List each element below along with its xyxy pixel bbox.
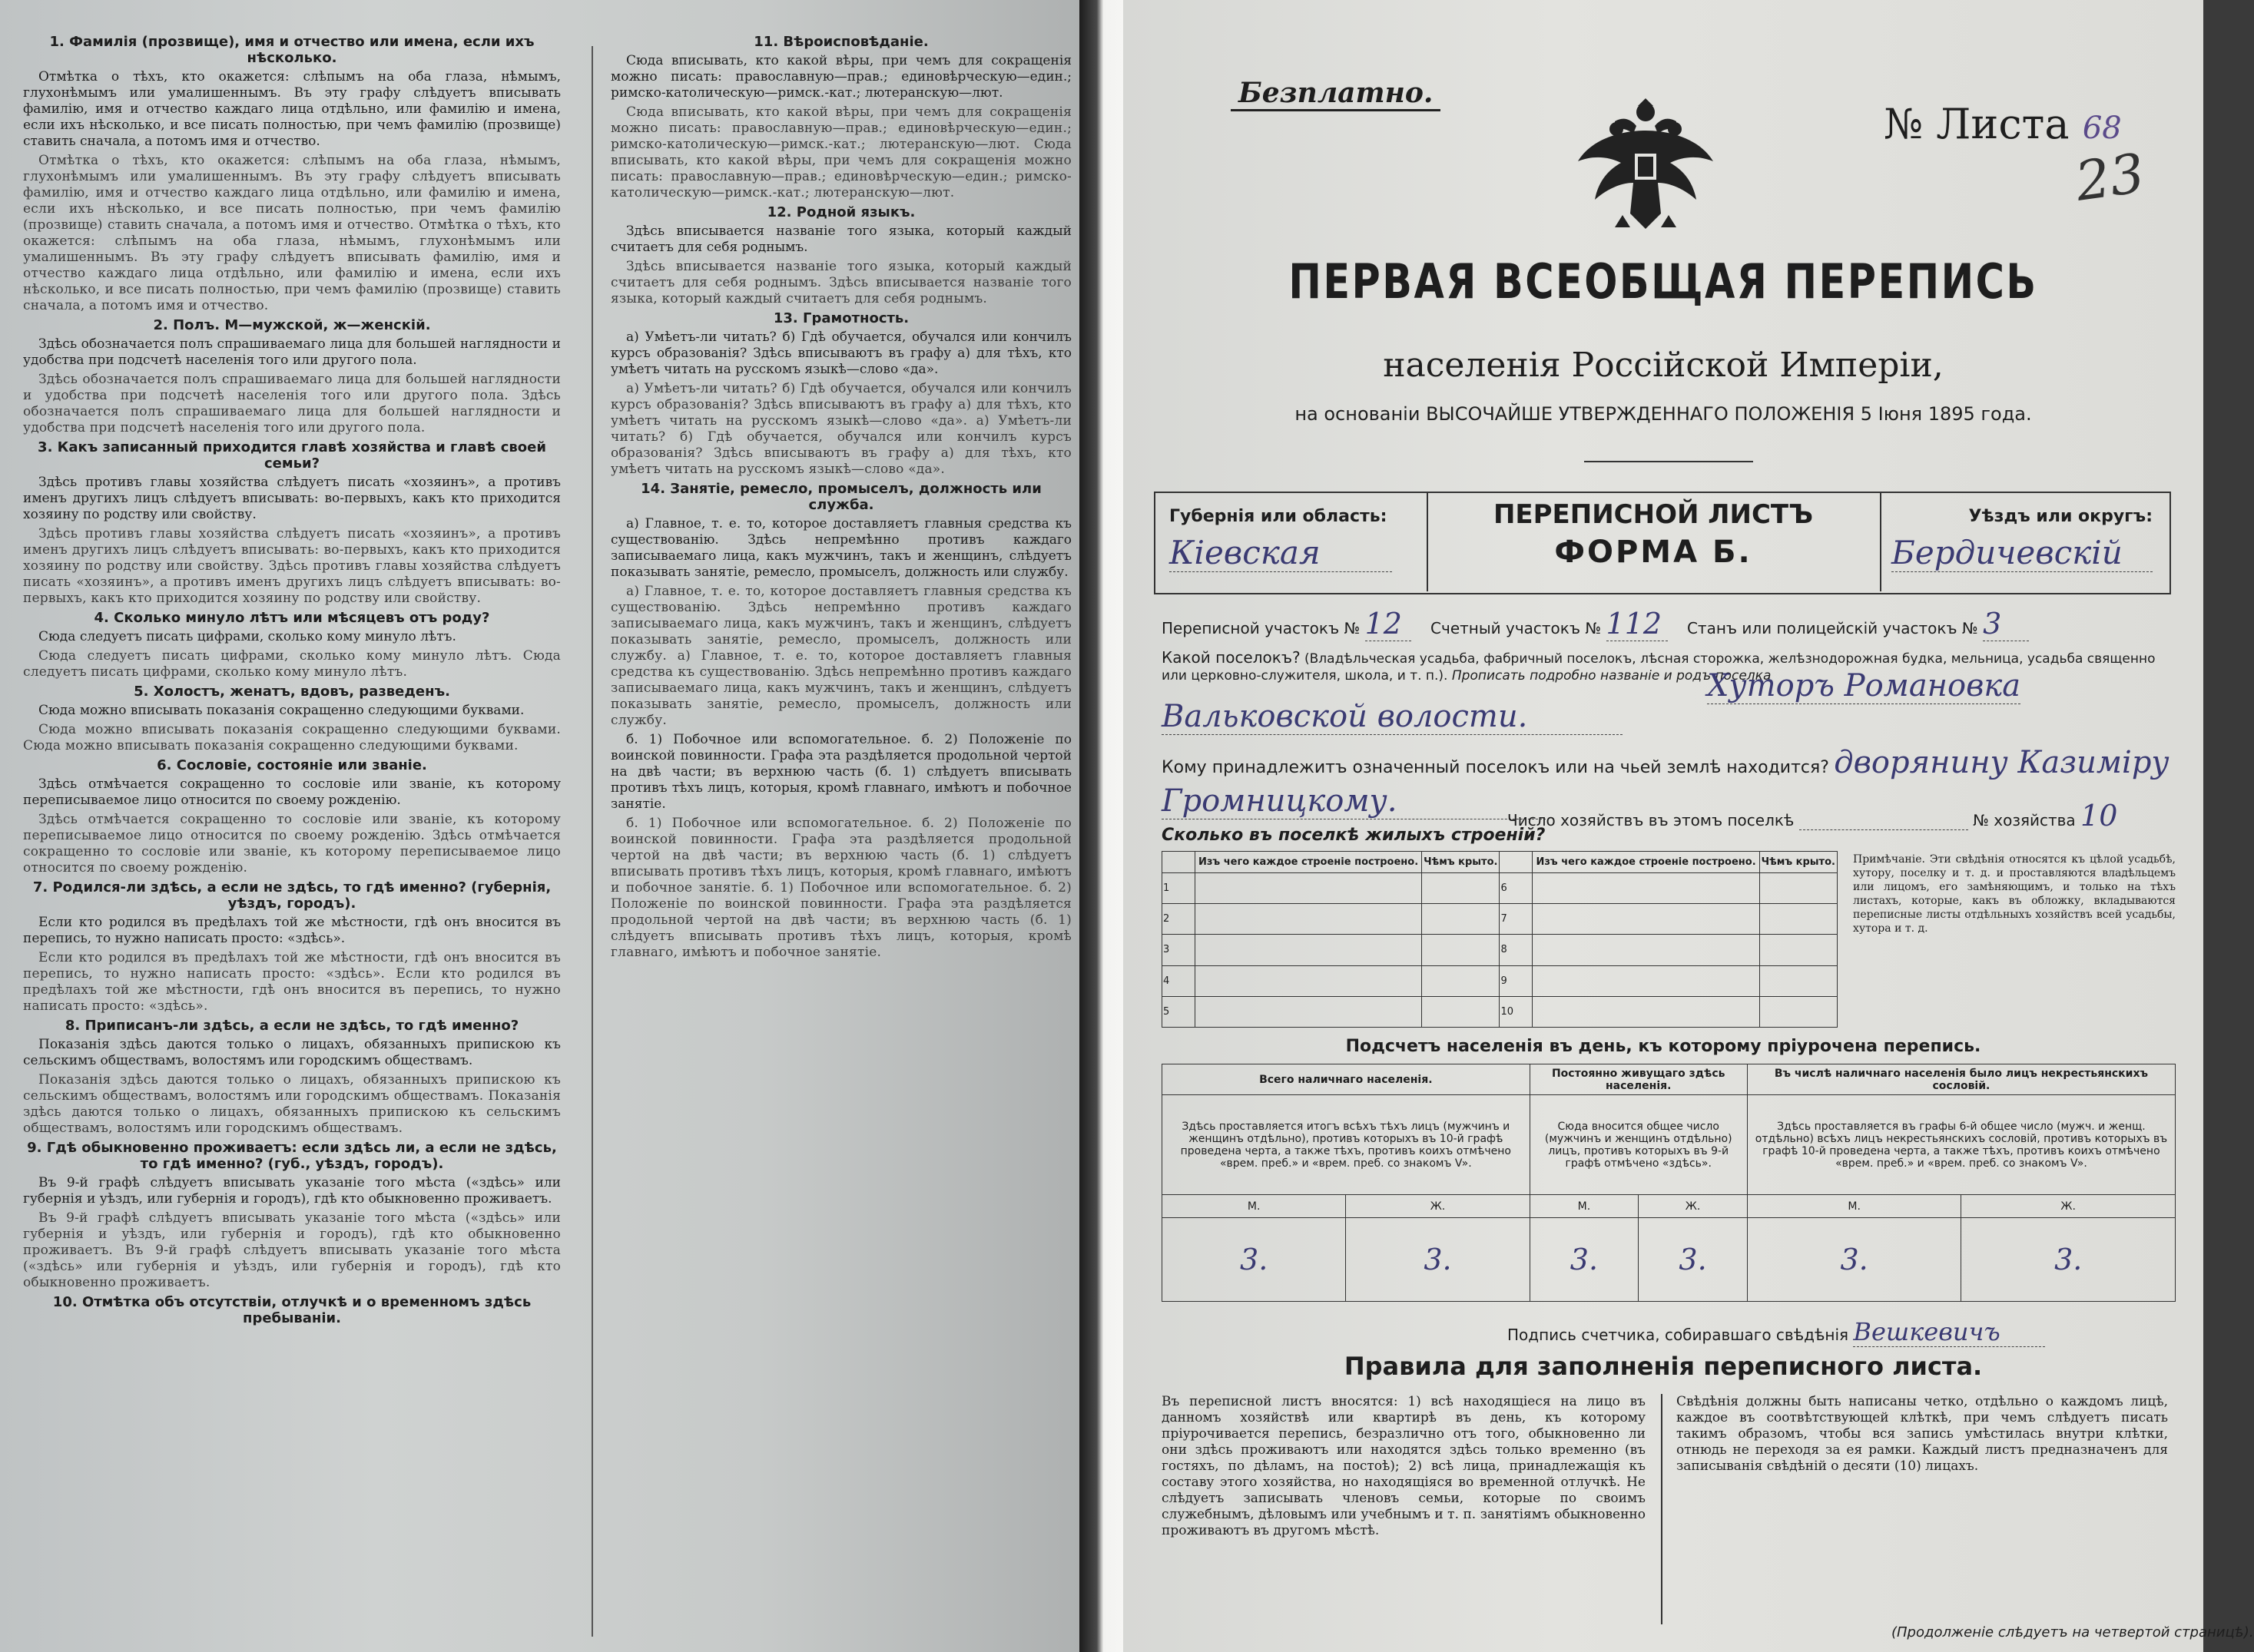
- settlement-line: [1162, 649, 2176, 684]
- volost-line: [1162, 699, 1623, 735]
- instructions-column-2: [611, 31, 1072, 964]
- page-title: ПЕРВАЯ ВСЕОБЩАЯ ПЕРЕПИСЬ: [1288, 253, 2038, 310]
- instruction-heading: 3. Какъ записанный приходится главѣ хозяйства и главѣ своей семьи?: [38, 439, 546, 472]
- sheet-number-value: 68: [2082, 111, 2122, 146]
- table-row: [1162, 935, 1838, 965]
- signature-line: [1507, 1317, 2045, 1347]
- continued-note: (Продолженіе слѣдуетъ на четвертой страницѣ).: [1891, 1624, 2254, 1640]
- instruction-paragraph: а) Умѣетъ-ли читать? б) Гдѣ обучается, обучался или кончилъ курсъ образованія? Здѣсь вписываютъ въ графу а) для тѣхъ, кто умѣетъ читать на русскомъ языкѣ—слово «да».: [611, 329, 1072, 377]
- buildings-label: Сколько въ поселкѣ жилыхъ строеній?: [1162, 826, 1546, 845]
- owner-line: [1162, 745, 2169, 780]
- households-line: [1507, 799, 2117, 833]
- header-divider: [1427, 492, 1428, 591]
- instruction-paragraph: Здѣсь вписывается названіе того языка, который каждый считаетъ для себя роднымъ. Здѣсь вписывается названіе того языка, который каждый считаетъ для себя роднымъ.: [611, 259, 1072, 306]
- row-number: 1: [1162, 873, 1195, 904]
- instruction-paragraph: а) Умѣетъ-ли читать? б) Гдѣ обучается, обучался или кончилъ курсъ образованія? Здѣсь вписываютъ въ графу а) для тѣхъ, кто умѣетъ читать на русскомъ языкѣ—слово «да». а) Умѣетъ-ли читать? б) Гдѣ обучается, обучался или кончилъ курсъ образованія? Здѣсь вписываютъ въ графу а) для тѣхъ, кто умѣетъ читать на русскомъ языкѣ—слово «да».: [611, 381, 1072, 477]
- province-block: [1169, 507, 1392, 572]
- settlement-label: Какой поселокъ?: [1162, 648, 1301, 667]
- households-label: Число хозяйствъ въ этомъ поселкѣ: [1507, 811, 1795, 829]
- count-col-non-peasant: Въ числѣ наличнаго населенія было лицъ некрестьянскихъ сословій.: [1747, 1064, 2175, 1095]
- page-gutter: [1079, 0, 1123, 1652]
- settlement-value: Хуторъ Романовка: [1707, 668, 2021, 704]
- instructions-column-1: [23, 31, 561, 1329]
- rules-column-left: Въ переписной листъ вносятся: 1) всѣ находящіеся на лицо въ данномъ хозяйствѣ или квартирѣ въ день, къ которому пріурочивается перепись, безразлично отъ того, обыкновенно ли они здѣсь проживаютъ или находятся здѣсь только временно (въ гостяхъ, по дѣламъ, на постоѣ); 2) всѣ лица, принадлежащія къ составу этого хозяйства, но находящіяся во временной отлучкѣ. Не слѣдуетъ записывать членовъ семьи, которые по своимъ служебнымъ, дѣловымъ или учебнымъ и т. п. занятіямъ обыкновенно проживаютъ въ другомъ мѣстѣ.: [1162, 1394, 1646, 1538]
- census-form-page: [1123, 0, 2254, 1652]
- instruction-paragraph: Здѣсь противъ главы хозяйства слѣдуетъ писать «хозяинъ», а противъ именъ другихъ лицъ слѣдуетъ вписывать: во-первыхъ, какъ кто приходится хозяину по родству или свойству.: [23, 475, 561, 522]
- free-label: Безплатно.: [1231, 77, 1440, 111]
- instruction-paragraph: Здѣсь противъ главы хозяйства слѣдуетъ писать «хозяинъ», а противъ именъ другихъ лицъ слѣдуетъ вписывать: во-первыхъ, какъ кто приходится хозяину по родству или свойству. Здѣсь противъ главы хозяйства слѣдуетъ писать «хозяинъ», а противъ именъ другихъ лицъ слѣдуетъ вписывать: во-первыхъ, какъ кто приходится хозяину по родству или свойству.: [23, 526, 561, 606]
- table-row: [1162, 873, 1838, 904]
- form-title-block: [1430, 499, 1876, 570]
- double-headed-eagle-emblem: [1569, 84, 1722, 238]
- police-value: 3: [1983, 607, 2029, 641]
- instruction-heading: 6. Сословіе, состояніе или званіе.: [157, 757, 427, 773]
- rules-divider: [1661, 1394, 1662, 1624]
- count-desc-permanent: Сюда вносится общее число (мужчинъ и женщинъ отдѣльно) лицъ, противъ которыхъ въ 9-й графѣ отмѣчено «здѣсь».: [1530, 1095, 1747, 1195]
- household-number-value: 10: [2080, 799, 2118, 833]
- instruction-paragraph: Сюда следуетъ писать цифрами, сколько кому минуло лѣтъ.: [38, 629, 456, 644]
- settlement-hint: (Владѣльческая усадьба, фабричный поселокъ, лѣсная сторожка, желѣзнодорожная будка, мельница, усадьба священно или церковно-служителя, школа, и т. п.).: [1162, 651, 2156, 684]
- instruction-heading: 5. Холостъ, женатъ, вдовъ, разведенъ.: [134, 684, 450, 700]
- buildings-col-material: Изъ чего каждое строеніе построено.: [1195, 852, 1422, 873]
- instruction-paragraph: Въ 9-й графѣ слѣдуетъ вписывать указаніе того мѣста («здѣсь» или губернія и уѣздъ, или губернія и городъ), гдѣ кто обыкновенно проживаетъ.: [23, 1175, 561, 1207]
- count-value: 3.: [1530, 1218, 1639, 1302]
- census-section-value: 12: [1365, 607, 1411, 641]
- household-number-label: № хозяйства: [1973, 811, 2076, 829]
- count-col-permanent: Постоянно живущаго здѣсь населенія.: [1530, 1064, 1747, 1095]
- count-heading: Подсчетъ населенія въ день, къ которому пріурочена перепись.: [1345, 1037, 1981, 1056]
- buildings-table-header: [1162, 852, 1838, 873]
- male-label: М.: [1162, 1195, 1346, 1218]
- female-label: Ж.: [1346, 1195, 1530, 1218]
- instruction-heading: 1. Фамилія (прозвище), имя и отчество или имена, если ихъ нѣсколько.: [49, 34, 535, 66]
- count-value: 3.: [1961, 1218, 2176, 1302]
- instruction-paragraph: Если кто родился въ предѣлахъ той же мѣстности, гдѣ онъ вносится въ перепись, то нужно написать просто: «здѣсь». Если кто родился въ предѣлахъ той же мѣстности, гдѣ онъ вносится въ перепись, то нужно написать просто: «здѣсь».: [23, 950, 561, 1014]
- row-number: 3: [1162, 935, 1195, 965]
- instruction-heading: 10. Отмѣтка объ отсутствіи, отлучкѣ и о временномъ здѣсь пребываніи.: [52, 1294, 532, 1326]
- divider: [1584, 461, 1753, 462]
- male-label: М.: [1530, 1195, 1639, 1218]
- count-section-label: Счетный участокъ №: [1430, 619, 1602, 637]
- counter-signature: Вешкевичъ: [1853, 1317, 2045, 1347]
- province-label: Губернія или область:: [1169, 507, 1387, 526]
- instruction-heading: 8. Приписанъ-ли здѣсь, а если не здѣсь, то гдѣ именно?: [65, 1018, 519, 1034]
- buildings-table: [1162, 851, 1838, 1028]
- male-label: М.: [1747, 1195, 1961, 1218]
- instruction-paragraph: Сюда можно вписывать показанія сокращенно следующими буквами.: [38, 703, 525, 718]
- row-number: 5: [1162, 996, 1195, 1027]
- sections-line: [1162, 607, 2029, 641]
- district-label: Уѣздъ или округъ:: [1968, 507, 2153, 526]
- owner-value-1: дворянину Казиміру: [1834, 745, 2169, 780]
- count-desc-total: Здѣсь проставляется итогъ всѣхъ тѣхъ лицъ (мужчинъ и женщинъ отдѣльно), противъ которыхъ въ 10-й графѣ проведена черта, а также тѣхъ, противъ коихъ отмѣчено «врем. преб.» и «врем. преб. со знакомъ V».: [1162, 1095, 1530, 1195]
- instruction-paragraph: б. 1) Побочное или вспомогательное. б. 2) Положеніе по воинской повинности. Графа эта раздѣляется продольной чертой на двѣ части; въ верхнюю часть (б. 1) слѣдуетъ вписывать противъ тѣхъ лицъ, которыя, кромѣ главнаго, имѣютъ и побочное занятіе. б. 1) Побочное или вспомогательное. б. 2) Положеніе по воинской повинности. Графа эта раздѣляется продольной чертой на двѣ части; въ верхнюю часть (б. 1) слѣдуетъ вписывать противъ тѣхъ лицъ, которыя, кромѣ главнаго, имѣютъ и побочное занятіе.: [611, 816, 1072, 960]
- instruction-paragraph: Сюда следуетъ писать цифрами, сколько кому минуло лѣтъ. Сюда следуетъ писать цифрами, сколько кому минуло лѣтъ.: [23, 648, 561, 680]
- rules-title: Правила для заполненія переписного листа.: [1344, 1352, 1983, 1381]
- settlement-value-line: [1707, 668, 2020, 704]
- instruction-paragraph: Въ 9-й графѣ слѣдуетъ вписывать указаніе того мѣста («здѣсь» или губернія и уѣздъ, или губернія и городъ), гдѣ кто обыкновенно проживаетъ. Въ 9-й графѣ слѣдуетъ вписывать указаніе того мѣста («здѣсь» или губернія и уѣздъ, или губернія и городъ), гдѣ кто обыкновенно проживаетъ.: [23, 1210, 561, 1290]
- instruction-heading: 4. Сколько минуло лѣтъ или мѣсяцевъ отъ роду?: [94, 610, 490, 626]
- column-divider: [592, 46, 593, 1637]
- population-count-table: [1162, 1064, 2176, 1302]
- settlement-hint-2: Прописать подробно названіе и родъ поселка: [1451, 668, 1772, 684]
- row-number: 4: [1162, 965, 1195, 996]
- rules-column-right: Свѣдѣнія должны быть написаны четко, отдѣльно о каждомъ лицѣ, каждое въ соотвѣтствующей клѣткѣ, при чемъ слѣдуетъ писать такимъ образомъ, чтобы вся запись умѣстилась внутри клѣтки, отнюдь не переходя за ея рамки. Каждый листъ предназначенъ для записыванія свѣдѣній о десяти (10) лицахъ.: [1676, 1394, 2168, 1474]
- count-value: 3.: [1162, 1218, 1346, 1302]
- legal-basis-line: на основаніи ВЫСОЧАЙШЕ УТВЕРЖДЕННАГО ПОЛОЖЕНІЯ 5 Іюня 1895 года.: [1294, 403, 2032, 425]
- instruction-paragraph: Сюда вписывать, кто какой вѣры, при чемъ для сокращенія можно писать: православную—прав.; единовѣрческую—един.; римско-католическую—римск.-кат.; лютеранскую—лют.: [611, 53, 1072, 101]
- header-divider: [1880, 492, 1881, 591]
- police-label: Станъ или полицейскій участокъ №: [1686, 619, 1978, 637]
- instruction-heading: 13. Грамотность.: [773, 310, 910, 326]
- instruction-paragraph: а) Главное, т. е. то, которое доставляетъ главныя средства къ существованію. Здѣсь непремѣнно противъ каждаго записываемаго лица, какъ мужчинъ, такъ и женщинъ, слѣдуетъ показывать занятіе, ремесло, промыселъ, должность или службу. а) Главное, т. е. то, которое доставляетъ главныя средства къ существованію. Здѣсь непремѣнно противъ каждаго записываемаго лица, какъ мужчинъ, такъ и женщинъ, слѣдуетъ показывать занятіе, ремесло, промыселъ, должность или службу.: [611, 584, 1072, 728]
- row-number: 2: [1162, 904, 1195, 935]
- instruction-paragraph: Показанія здѣсь даются только о лицахъ, обязанныхъ припискою къ сельскимъ обществамъ, волостямъ или городскимъ обществамъ.: [23, 1037, 561, 1068]
- instruction-heading: 11. Вѣроисповѣданіе.: [754, 34, 929, 50]
- sheet-number-label: № Листа: [1884, 100, 2070, 148]
- instruction-paragraph: Отмѣтка о тѣхъ, кто окажется: слѣпымъ на оба глаза, нѣмымъ, глухонѣмымъ или умалишеннымъ. Въ эту графу слѣдуетъ вписывать фамилію, имя и отчество каждаго лица отдѣльно, или фамилію и имена, если ихъ нѣсколько, и все писать полностью, при чемъ фамилію (прозвище) ставить сначала, а потомъ имя и отчество. Отмѣтка о тѣхъ, кто окажется: слѣпымъ на оба глаза, нѣмымъ, глухонѣмымъ или умалишеннымъ. Въ эту графу слѣдуетъ вписывать фамилію, имя и отчество каждаго лица отдѣльно, или фамилію и имена, если ихъ нѣсколько, и все писать полностью, при чемъ фамилію (прозвище) ставить сначала, а потомъ имя и отчество.: [23, 153, 561, 313]
- count-value: 3.: [1639, 1218, 1748, 1302]
- district-block: [1891, 507, 2153, 572]
- instruction-paragraph: Если кто родился въ предѣлахъ той же мѣстности, гдѣ онъ вносится въ перепись, то нужно написать просто: «здѣсь».: [23, 915, 561, 946]
- volost-value: Вальковской волости.: [1162, 699, 1623, 735]
- owner-label: Кому принадлежитъ означенный поселокъ или на чьей землѣ находится?: [1162, 758, 1829, 777]
- instruction-heading: 12. Родной языкъ.: [767, 204, 916, 220]
- district-value: Бердичевскій: [1891, 534, 2153, 572]
- row-number: 8: [1500, 935, 1533, 965]
- census-section-label: Переписной участокъ №: [1162, 619, 1361, 637]
- instruction-paragraph: Отмѣтка о тѣхъ, кто окажется: слѣпымъ на оба глаза, нѣмымъ, глухонѣмымъ или умалишеннымъ. Въ эту графу слѣдуетъ вписывать фамилію, имя и отчество каждаго лица отдѣльно, или фамилію и имена, если ихъ нѣсколько, и все писать полностью, при чемъ фамилію (прозвище) ставить сначала, а потомъ имя и отчество.: [23, 69, 561, 149]
- table-row: [1162, 965, 1838, 996]
- row-number: 9: [1500, 965, 1533, 996]
- sex-label-row: [1162, 1195, 2176, 1218]
- handwritten-archive-number: 23: [2071, 141, 2149, 214]
- table-row: [1162, 996, 1838, 1027]
- buildings-col-material: Изъ чего каждое строеніе построено.: [1533, 852, 1759, 873]
- sheet-number: [1884, 100, 2122, 148]
- instruction-paragraph: Сюда можно вписывать показанія сокращенно следующими буквами. Сюда можно вписывать показанія сокращенно следующими буквами.: [23, 722, 561, 753]
- count-values-row: [1162, 1218, 2176, 1302]
- buildings-note: Примѣчаніе. Эти свѣдѣнія относятся къ цѣлой усадьбѣ, хутору, поселку и т. д. и проставляются владѣльцемъ или лицомъ, его замѣняющимъ, и только на тѣхъ листахъ, которые, какъ въ обложку, вкладываются переписные листы отдѣльныхъ хозяйствъ всей усадьбы, хутора и т. д.: [1853, 853, 2176, 935]
- count-section-value: 112: [1606, 607, 1668, 641]
- count-value: 3.: [1346, 1218, 1530, 1302]
- count-desc-non-peasant: Здѣсь проставляется въ графы 6-й общее число (мужч. и женщ. отдѣльно) всѣхъ лицъ некрестьянскихъ сословій, противъ которыхъ въ графѣ 10-й проведена черта, а также тѣхъ, противъ коихъ отмѣчено «врем. преб.» и «врем. преб. со знакомъ V».: [1747, 1095, 2175, 1195]
- instruction-paragraph: Сюда вписывать, кто какой вѣры, при чемъ для сокращенія можно писать: православную—прав.; единовѣрческую—един.; римско-католическую—римск.-кат.; лютеранскую—лют. Сюда вписывать, кто какой вѣры, при чемъ для сокращенія можно писать: православную—прав.; единовѣрческую—един.; римско-католическую—римск.-кат.; лютеранскую—лют.: [611, 104, 1072, 200]
- province-value: Кіевская: [1169, 534, 1392, 572]
- instruction-paragraph: б. 1) Побочное или вспомогательное. б. 2) Положеніе по воинской повинности. Графа эта раздѣляется продольной чертой на двѣ части; въ верхнюю часть (б. 1) слѣдуетъ вписывать противъ тѣхъ лицъ, которыя, кромѣ главнаго, имѣютъ и побочное занятіе.: [611, 732, 1072, 812]
- instruction-heading: 9. Гдѣ обыкновенно проживаетъ: если здѣсь ли, а если не здѣсь, то гдѣ именно? (губ., уѣздъ, городъ).: [27, 1140, 557, 1172]
- page-subtitle: населенія Россійской Имперіи,: [1383, 346, 1944, 385]
- row-number: 7: [1500, 904, 1533, 935]
- instruction-heading: 2. Полъ. М—мужской, ж—женскій.: [153, 317, 431, 333]
- form-type: ФОРМА Б.: [1554, 535, 1752, 570]
- owner-line-2: [1162, 783, 1546, 819]
- instruction-paragraph: а) Главное, т. е. то, которое доставляетъ главныя средства къ существованію. Здѣсь непремѣнно противъ каждаго записываемаго лица, какъ мужчинъ, такъ и женщинъ, слѣдуетъ показывать занятіе, ремесло, промыселъ, должность или службу.: [611, 516, 1072, 580]
- instruction-paragraph: Показанія здѣсь даются только о лицахъ, обязанныхъ припискою къ сельскимъ обществамъ, волостямъ или городскимъ обществамъ. Показанія здѣсь даются только о лицахъ, обязанныхъ припискою къ сельскимъ обществамъ, волостямъ или городскимъ обществамъ.: [23, 1072, 561, 1136]
- instruction-heading: 7. Родился-ли здѣсь, а если не здѣсь, то гдѣ именно? (губернія, уѣздъ, городъ).: [32, 879, 552, 912]
- instruction-paragraph: Здѣсь отмѣчается сокращенно то сословіе или званіе, къ которому переписываемое лицо относится по своему рожденію. Здѣсь отмѣчается сокращенно то сословіе или званіе, къ которому переписываемое лицо относится по своему рожденію.: [23, 812, 561, 876]
- instruction-paragraph: Здѣсь обозначается полъ спрашиваемаго лица для большей наглядности и удобства при подсчетѣ населенія того или другого пола. Здѣсь обозначается полъ спрашиваемаго лица для большей наглядности и удобства при подсчетѣ населенія того или другого пола.: [23, 372, 561, 435]
- instruction-paragraph: Здѣсь отмѣчается сокращенно то сословіе или званіе, къ которому переписываемое лицо относится по своему рожденію.: [23, 776, 561, 808]
- female-label: Ж.: [1961, 1195, 2176, 1218]
- signature-label: Подпись счетчика, собиравшаго свѣдѣнія: [1507, 1326, 1849, 1344]
- left-page-instructions: [0, 0, 1079, 1652]
- form-title: ПЕРЕПИСНОЙ ЛИСТЪ: [1493, 499, 1814, 530]
- count-value: 3.: [1747, 1218, 1961, 1302]
- owner-value-2: Громницкому.: [1162, 783, 1546, 819]
- row-number: 10: [1500, 996, 1533, 1027]
- buildings-col-roof: Чѣмъ крыто.: [1759, 852, 1837, 873]
- instruction-heading: 14. Занятіе, ремесло, промыселъ, должность или служба.: [641, 481, 1042, 513]
- female-label: Ж.: [1639, 1195, 1748, 1218]
- table-row: [1162, 904, 1838, 935]
- buildings-col-roof: Чѣмъ крыто.: [1422, 852, 1500, 873]
- count-col-total: Всего наличнаго населенія.: [1162, 1064, 1530, 1095]
- instruction-paragraph: Здѣсь вписывается названіе того языка, который каждый считаетъ для себя роднымъ.: [611, 223, 1072, 255]
- instruction-paragraph: Здѣсь обозначается полъ спрашиваемаго лица для большей наглядности и удобства при подсчетѣ населенія того или другого пола.: [23, 336, 561, 368]
- row-number: 6: [1500, 873, 1533, 904]
